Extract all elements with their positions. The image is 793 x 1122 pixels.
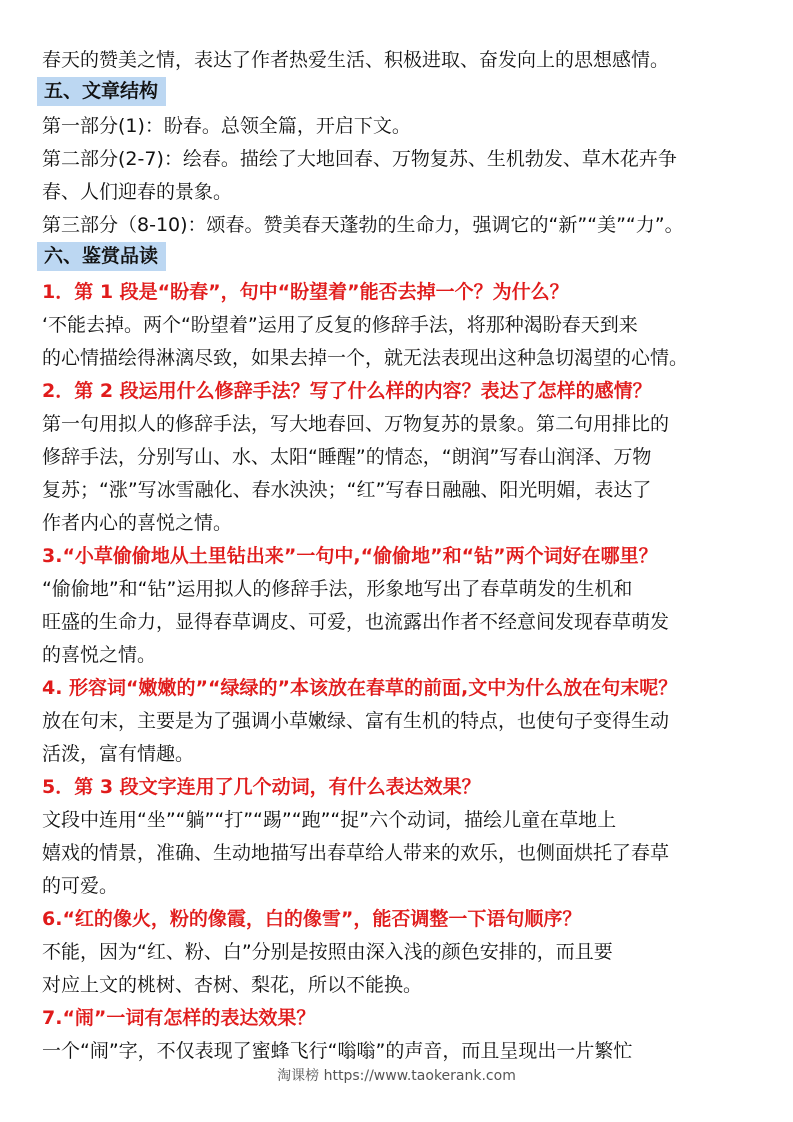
section-heading-structure: 五、文章结构 [37, 77, 166, 106]
question-heading: 4. 形容词“嫩嫩的”“绿绿的”本该放在春草的前面,文中为什么放在句末呢？ [42, 677, 678, 699]
text-line: 不能，因为“红、粉、白”分别是按照由深入浅的颜色安排的，而且要 [42, 941, 613, 963]
text-line: 嬉戏的情景，准确、生动地描写出春草给人带来的欢乐，也侧面烘托了春草 [42, 842, 670, 864]
text-line: 复苏；“涨”写冰雪融化、春水泱泱；“红”写春日融融、阳光明媚，表达了 [42, 479, 652, 501]
question-heading: 2．第 2 段运用什么修辞手法？写了什么样的内容？表达了怎样的感情？ [42, 380, 652, 402]
text-line: 旺盛的生命力，显得春草调皮、可爱，也流露出作者不经意间发现春草萌发 [42, 611, 670, 633]
footer-watermark: 淘课榜 https://www.taokerank.com [277, 1068, 516, 1084]
question-heading: 5．第 3 段文字连用了几个动词，有什么表达效果？ [42, 776, 481, 798]
text-line: 的喜悦之情。 [42, 644, 157, 666]
text-line: 第二部分(2-7)：绘春。描绘了大地回春、万物复苏、生机勃发、草木花卉争 [42, 148, 677, 170]
text-line: 春、人们迎春的景象。 [42, 181, 233, 203]
question-heading: 6.“红的像火，粉的像霞，白的像雪”，能否调整一下语句顺序？ [42, 908, 582, 930]
text-line: 一个“闹”字，不仅表现了蜜蜂飞行“嗡嗡”的声音，而且呈现出一片繁忙 [42, 1040, 633, 1062]
text-line: 作者内心的喜悦之情。 [42, 512, 233, 534]
question-heading: 1．第 1 段是“盼春”，句中“盼望着”能否去掉一个？为什么？ [42, 281, 569, 303]
section-heading-appreciation: 六、鉴赏品读 [37, 242, 166, 271]
text-line: “偷偷地”和“钻”运用拟人的修辞手法，形象地写出了春草萌发的生机和 [42, 578, 633, 600]
question-heading: 7.“闹”一词有怎样的表达效果？ [42, 1007, 316, 1029]
text-line: 第一句用拟人的修辞手法，写大地春回、万物复苏的景象。第二句用排比的 [42, 413, 670, 435]
question-heading: 3.“小草偷偷地从土里钻出来”一句中,“偷偷地”和“钻”两个词好在哪里？ [42, 545, 658, 567]
text-line: 的心情描绘得淋漓尽致，如果去掉一个，就无法表现出这种急切渴望的心情。 [42, 347, 689, 369]
text-line: 的可爱。 [42, 875, 119, 897]
text-line: 春天的赞美之情，表达了作者热爱生活、积极进取、奋发向上的思想感情。 [42, 49, 670, 71]
text-line: 文段中连用“坐”“躺”“打”“踢”“跑”“捉”六个动词，描绘儿童在草地上 [42, 809, 617, 831]
text-line: 第一部分(1)：盼春。总领全篇，开启下文。 [42, 115, 411, 137]
text-line: 修辞手法，分别写山、水、太阳“睡醒”的情态，“朗润”写春山润泽、万物 [42, 446, 652, 468]
text-line: 第三部分（8-10)：颂春。赞美春天蓬勃的生命力，强调它的“新”“美”“力”。 [42, 214, 684, 236]
text-line: ‘不能去掉。两个“盼望着”运用了反复的修辞手法，将那种渴盼春天到来 [42, 314, 638, 336]
text-line: 对应上文的桃树、杏树、梨花，所以不能换。 [42, 974, 423, 996]
text-line: 放在句末，主要是为了强调小草嫩绿、富有生机的特点，也使句子变得生动 [42, 710, 670, 732]
text-line: 活泼，富有情趣。 [42, 743, 195, 765]
